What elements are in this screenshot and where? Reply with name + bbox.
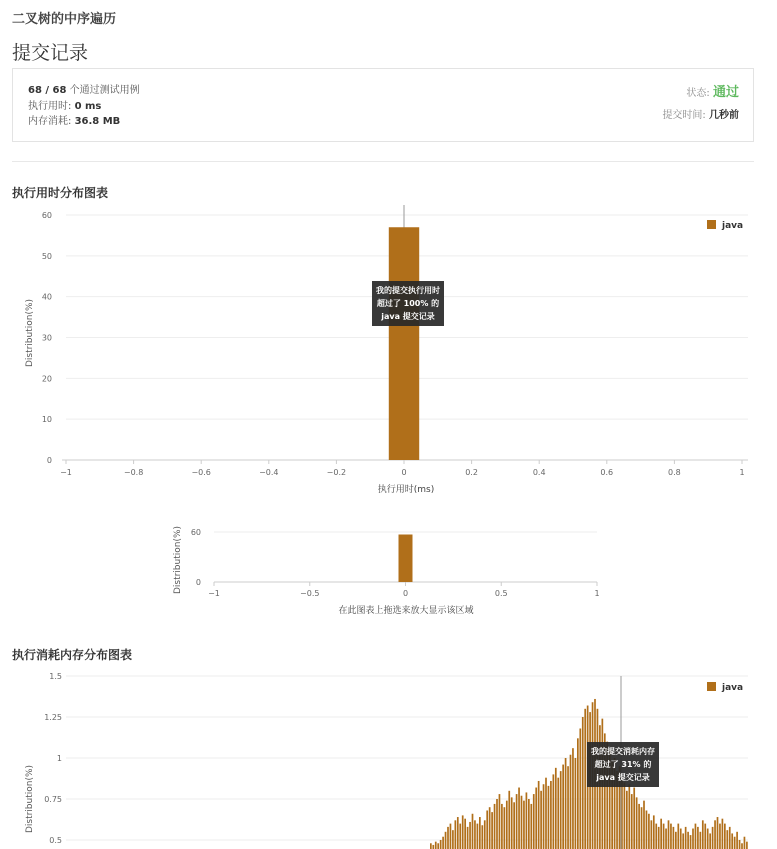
y-tick-label: 40	[41, 292, 52, 302]
bar	[565, 758, 567, 849]
bar	[739, 840, 741, 849]
bar	[513, 802, 515, 849]
test-cases-line	[28, 81, 140, 96]
bar	[729, 827, 731, 849]
bar	[577, 738, 579, 849]
bar	[399, 535, 413, 583]
bar	[477, 824, 479, 849]
status-badge[interactable]: 通过	[712, 85, 739, 100]
bar	[459, 824, 461, 849]
bar	[521, 796, 523, 849]
bar	[543, 784, 545, 849]
bar	[491, 812, 493, 849]
bar	[570, 755, 572, 849]
y-tick-label: 10	[41, 415, 52, 425]
bar	[653, 815, 655, 849]
y-tick-label: 50	[41, 251, 52, 261]
bar	[643, 801, 645, 849]
x-tick-label: −0.6	[191, 468, 211, 477]
bar	[719, 824, 721, 849]
x-tick-label: 0.6	[600, 468, 614, 477]
runtime-value: 0 ms	[74, 101, 102, 112]
bar	[457, 817, 459, 849]
bar	[553, 774, 555, 849]
bar	[646, 810, 648, 849]
bar	[712, 827, 714, 849]
bar	[550, 781, 552, 849]
x-tick-label: −0.5	[300, 589, 320, 598]
bar	[695, 824, 697, 849]
x-tick-label: 0	[402, 589, 409, 598]
bar	[741, 843, 743, 849]
test-cases-count: 68 / 68	[28, 85, 67, 96]
y-axis-label: Distribution(%)	[173, 525, 183, 595]
y-tick-label: 0	[46, 456, 52, 465]
bar	[704, 824, 706, 849]
bar	[567, 766, 569, 849]
bar	[499, 794, 501, 849]
bar	[548, 786, 550, 849]
bar	[533, 794, 535, 849]
bar	[582, 717, 584, 849]
page-title: 提交记录	[12, 42, 89, 64]
zoom-navigator-chart[interactable]	[0, 515, 777, 625]
x-tick-label: −1	[60, 468, 72, 477]
memory-distribution-chart[interactable]	[0, 664, 777, 849]
bar	[651, 820, 653, 849]
bar	[484, 820, 486, 849]
bar	[584, 709, 586, 849]
y-tick-label: 0	[195, 578, 201, 587]
bar	[685, 827, 687, 849]
bar	[638, 804, 640, 849]
bar	[575, 758, 577, 849]
bar	[555, 768, 557, 849]
bar	[557, 778, 559, 849]
divider	[12, 161, 754, 162]
bar	[528, 799, 530, 849]
runtime-tooltip-line: java 提交记录	[381, 312, 435, 321]
bar	[486, 810, 488, 849]
submit-time-line	[662, 106, 739, 121]
bar	[447, 827, 449, 849]
bar	[450, 824, 452, 849]
bar	[437, 843, 439, 849]
legend-swatch	[707, 220, 716, 229]
bar	[501, 804, 503, 849]
submit-time-value: 几秒前	[709, 110, 739, 121]
bar	[746, 842, 748, 849]
bar	[707, 829, 709, 849]
bar	[479, 817, 481, 849]
x-tick-label: −0.8	[123, 468, 144, 477]
bar	[670, 824, 672, 849]
bar	[474, 820, 476, 849]
x-tick-label: 0.2	[465, 468, 478, 477]
status-line	[686, 81, 739, 100]
test-cases-suffix: 个通过测试用例	[69, 85, 140, 96]
x-tick-label: 1	[739, 468, 745, 477]
submission-summary-card	[12, 68, 754, 142]
bar	[506, 801, 508, 849]
zoom-hint-label: 在此图表上拖选来放大显示该区域	[338, 606, 474, 616]
legend-label: java	[722, 221, 744, 231]
bar	[489, 807, 491, 849]
bar	[440, 840, 442, 849]
bar	[665, 829, 667, 849]
bar	[636, 797, 638, 849]
bar	[702, 820, 704, 849]
x-tick-label: 0.5	[494, 589, 508, 598]
bar	[469, 822, 471, 849]
bar	[452, 830, 454, 849]
bar	[677, 824, 679, 849]
y-axis-label: Distribution(%)	[25, 298, 35, 368]
memory-chart-title: 执行消耗内存分布图表	[12, 648, 133, 662]
bar	[724, 824, 726, 849]
y-tick-label: 1	[56, 754, 62, 763]
x-tick-label: −0.4	[259, 468, 279, 477]
bar	[675, 832, 677, 849]
bar	[697, 827, 699, 849]
bar	[579, 728, 581, 849]
bar	[560, 771, 562, 849]
bar	[540, 791, 542, 849]
bar	[663, 824, 665, 849]
bar	[714, 820, 716, 849]
bar	[709, 833, 711, 849]
bar	[682, 833, 684, 849]
runtime-distribution-chart[interactable]	[0, 205, 777, 505]
memory-label: 内存消耗:	[28, 116, 72, 127]
legend-swatch	[707, 682, 716, 691]
bar	[722, 819, 724, 849]
bar	[455, 820, 457, 849]
runtime-tooltip	[372, 281, 444, 326]
runtime-tooltip-line: 我的提交执行用时	[376, 286, 440, 295]
bar	[680, 829, 682, 849]
bar	[530, 804, 532, 849]
bar	[726, 830, 728, 849]
runtime-tooltip-line: 超过了 100% 的	[376, 299, 440, 308]
memory-tooltip-line: 超过了 31% 的	[594, 760, 652, 769]
bar	[545, 778, 547, 849]
y-tick-label: 1.25	[44, 713, 62, 722]
runtime-label: 执行用时:	[28, 101, 72, 112]
memory-value: 36.8 MB	[74, 116, 121, 127]
bar	[481, 825, 483, 849]
x-tick-label: −1	[208, 589, 220, 598]
x-tick-label: −0.2	[326, 468, 347, 477]
bar	[660, 819, 662, 849]
bar	[734, 837, 736, 849]
memory-tooltip	[587, 742, 659, 787]
bar	[700, 832, 702, 849]
y-tick-label: 1.5	[49, 672, 62, 681]
bar	[633, 788, 635, 849]
bar	[526, 792, 528, 849]
y-tick-label: 0.75	[44, 795, 62, 804]
y-tick-label: 60	[41, 211, 52, 220]
memory-tooltip-line: 我的提交消耗内存	[591, 747, 655, 756]
bar	[731, 833, 733, 849]
bar	[445, 832, 447, 849]
bar	[562, 765, 564, 849]
bar	[628, 784, 630, 849]
bar	[631, 794, 633, 849]
bar	[389, 227, 419, 460]
bar	[626, 791, 628, 849]
runtime-chart-title: 执行用时分布图表	[12, 186, 109, 200]
bar	[624, 783, 626, 849]
bar	[668, 820, 670, 849]
x-tick-label: 0	[401, 468, 407, 477]
bar	[690, 835, 692, 849]
bar	[523, 801, 525, 849]
bar	[658, 827, 660, 849]
bar	[508, 791, 510, 849]
bar	[692, 829, 694, 849]
x-tick-label: 0.8	[668, 468, 681, 477]
bar	[535, 788, 537, 849]
x-axis-label: 执行用时(ms)	[377, 485, 435, 495]
y-tick-label: 30	[41, 333, 52, 343]
bar	[655, 824, 657, 849]
problem-title[interactable]: 二叉树的中序遍历	[12, 12, 117, 27]
memory-tooltip-line: java 提交记录	[596, 773, 650, 782]
bar	[496, 799, 498, 849]
bar	[572, 748, 574, 849]
bar	[432, 845, 434, 849]
runtime-line	[28, 97, 101, 112]
bar	[673, 827, 675, 849]
bar	[472, 814, 474, 849]
bar	[717, 817, 719, 849]
bar	[504, 807, 506, 849]
memory-line	[28, 112, 120, 127]
status-label: 状态:	[686, 88, 710, 99]
y-tick-label: 20	[41, 374, 52, 384]
bar	[494, 804, 496, 849]
bar	[736, 832, 738, 849]
x-tick-label: 1	[594, 589, 600, 598]
bar	[462, 815, 464, 849]
y-axis-label: Distribution(%)	[25, 764, 35, 834]
y-tick-label: 60	[190, 528, 201, 537]
bar	[687, 832, 689, 849]
bar	[430, 843, 432, 849]
bar	[442, 837, 444, 849]
bar	[516, 794, 518, 849]
bar	[511, 797, 513, 849]
submit-time-label: 提交时间:	[662, 110, 706, 121]
bar	[464, 819, 466, 849]
x-tick-label: 0.4	[532, 468, 546, 477]
bar	[744, 837, 746, 849]
legend-label: java	[722, 683, 744, 693]
bar	[538, 781, 540, 849]
bar	[518, 788, 520, 849]
bar	[467, 827, 469, 849]
bar	[641, 807, 643, 849]
y-tick-label: 0.5	[49, 836, 62, 845]
bar	[435, 842, 437, 849]
bar	[648, 814, 650, 849]
